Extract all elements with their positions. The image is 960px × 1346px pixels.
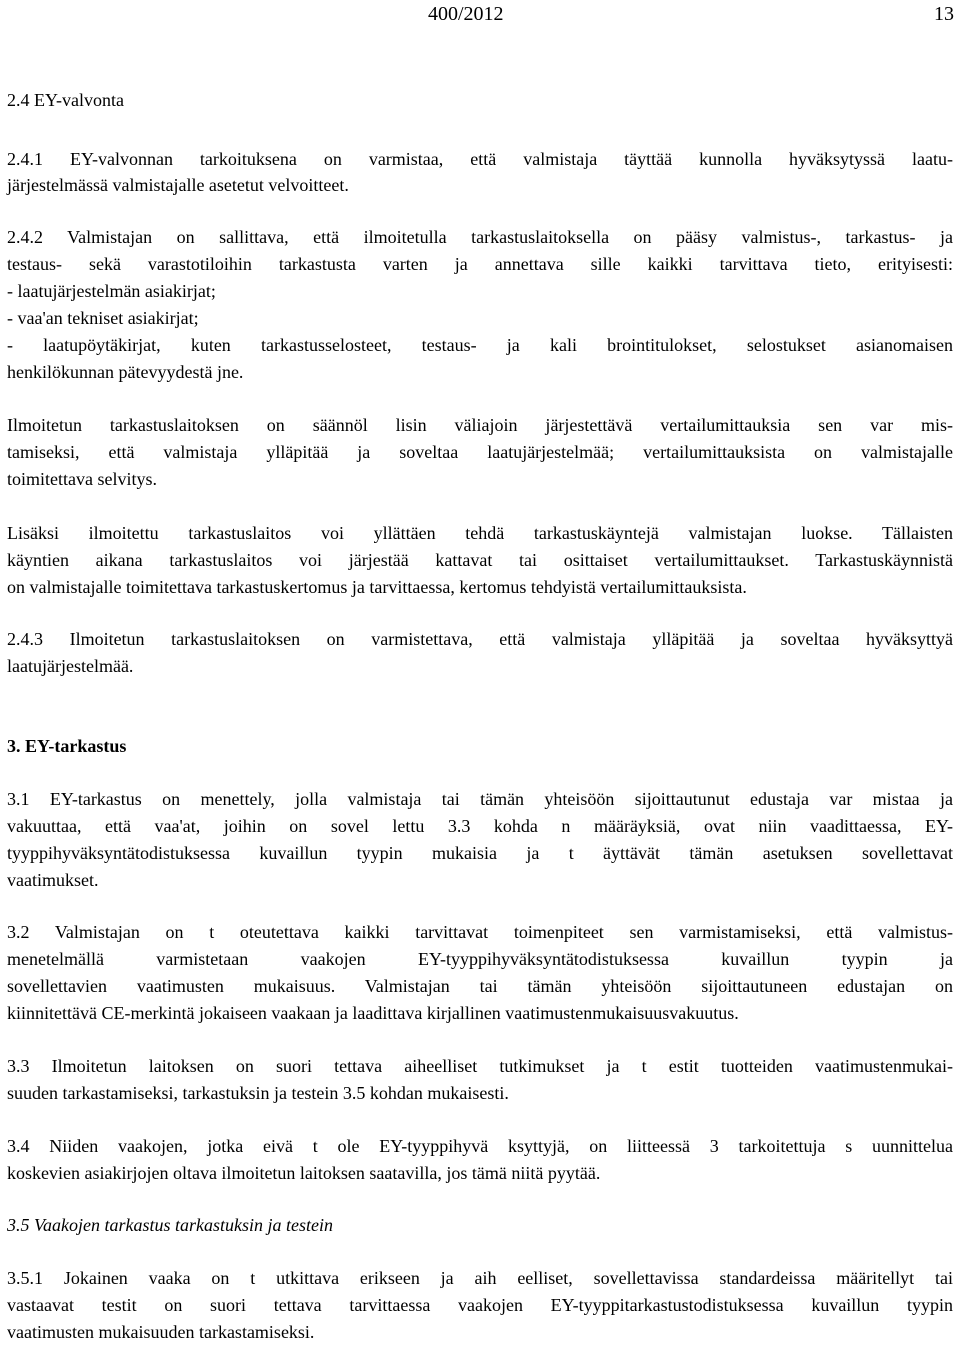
text-line: toimitettava selvitys. bbox=[7, 469, 157, 489]
section-3-5-heading: 3.5 Vaakojen tarkastus tarkastuksin ja testein bbox=[7, 1215, 333, 1235]
text-line: suuden tarkastamiseksi, tarkastuksin ja testein 3.5 kohdan mukaisesti. bbox=[7, 1083, 509, 1103]
text-line: menetelmällä varmistetaan vaakojen EY-tyyppihyväksyntätodistuksessa kuvaillun tyypin ja bbox=[7, 949, 953, 969]
text-line: koskevien asiakirjojen oltava ilmoitetun laitoksen saatavilla, jos tämä niitä pyytää. bbox=[7, 1163, 601, 1183]
text-line: järjestelmässä valmistajalle asetetut velvoitteet. bbox=[7, 175, 349, 195]
list-item: - laatupöytäkirjat, kuten tarkastusselosteet, testaus- ja kali brointitulokset, selostukset asianomaisen bbox=[7, 335, 953, 355]
text-line: henkilökunnan pätevyydestä jne. bbox=[7, 362, 244, 382]
text-line: Lisäksi ilmoitettu tarkastuslaitos voi yllättäen tehdä tarkastuskäyntejä valmistajan luokse. Tällaisten bbox=[7, 523, 953, 543]
list-item: - vaa'an tekniset asiakirjat; bbox=[7, 308, 199, 328]
text-line: tyyppihyväksyntätodistuksessa kuvaillun tyypin mukaisia ja t äyttävät tämän asetuksen sovellettavat bbox=[7, 843, 953, 863]
section-3-heading: 3. EY-tarkastus bbox=[7, 736, 127, 756]
text-line: 2.4.2 Valmistajan on sallittava, että ilmoitetulla tarkastuslaitoksella on pääsy valmistus-, tarkastus- ja bbox=[7, 227, 953, 247]
text-line: Ilmoitetun tarkastuslaitoksen on säännöl lisin väliajoin järjestettävä vertailumittauksia sen var mis- bbox=[7, 415, 953, 435]
text-line: 2.4.3 Ilmoitetun tarkastuslaitoksen on varmistettava, että valmistaja ylläpitää ja soveltaa hyväksyttyä bbox=[7, 629, 953, 649]
text-line: vastaavat testit on suori tettava tarvittaessa vaakojen EY-tyyppitarkastustodistuksessa kuvaillun tyypin bbox=[7, 1295, 953, 1315]
text-line: testaus- sekä varastotiloihin tarkastusta varten ja annettava sille kaikki tarvittava tieto, erityisesti: bbox=[7, 254, 953, 274]
text-line: 2.4.1 EY-valvonnan tarkoituksena on varmistaa, että valmistaja täyttää kunnolla hyväksytyssä laatu- bbox=[7, 149, 953, 169]
text-line: laatujärjestelmää. bbox=[7, 656, 134, 676]
text-line: sovellettavien vaatimusten mukaisuus. Valmistajan tai tämän yhteisöön sijoittautuneen edustajan on bbox=[7, 976, 953, 996]
text-line: 3.4 Niiden vaakojen, jotka eivä t ole EY-tyyppihyvä ksyttyjä, on liitteessä 3 tarkoitettuja s uunnittelua bbox=[7, 1136, 953, 1156]
text-line: vakuuttaa, että vaa'at, joihin on sovel lettu 3.3 kohda n määräyksiä, ovat niin vaadittaessa, EY- bbox=[7, 816, 953, 836]
page-number: 13 bbox=[934, 3, 954, 25]
section-2-4-heading: 2.4 EY-valvonta bbox=[7, 90, 124, 110]
text-line: vaatimukset. bbox=[7, 870, 99, 890]
text-line: on valmistajalle toimitettava tarkastuskertomus ja tarvittaessa, kertomus tehdyistä vertailumittauksista. bbox=[7, 577, 747, 597]
text-line: 3.2 Valmistajan on t oteutettava kaikki tarvittavat toimenpiteet sen varmistamiseksi, että valmistus- bbox=[7, 922, 953, 942]
list-item: - laatujärjestelmän asiakirjat; bbox=[7, 281, 216, 301]
text-line: tamiseksi, että valmistaja ylläpitää ja soveltaa laatujärjestelmää; vertailumittauksista on valmistajalle bbox=[7, 442, 953, 462]
text-line: käyntien aikana tarkastuslaitos voi järjestää kattavat tai osittaiset vertailumittaukset. Tarkastuskäynnistä bbox=[7, 550, 953, 570]
text-line: vaatimusten mukaisuuden tarkastamiseksi. bbox=[7, 1322, 315, 1342]
text-line: 3.5.1 Jokainen vaaka on t utkittava erikseen ja aih eelliset, sovellettavissa standardeissa määritellyt tai bbox=[7, 1268, 953, 1288]
text-line: kiinnitettävä CE-merkintä jokaiseen vaakaan ja laadittava kirjallinen vaatimustenmukaisuusvakuutus. bbox=[7, 1003, 739, 1023]
text-line: 3.3 Ilmoitetun laitoksen on suori tettava aiheelliset tutkimukset ja t estit tuotteiden vaatimustenmukai- bbox=[7, 1056, 953, 1076]
text-line: 3.1 EY-tarkastus on menettely, jolla valmistaja tai tämän yhteisöön sijoittautunut edustaja var mistaa ja bbox=[7, 789, 953, 809]
document-number: 400/2012 bbox=[428, 3, 504, 25]
